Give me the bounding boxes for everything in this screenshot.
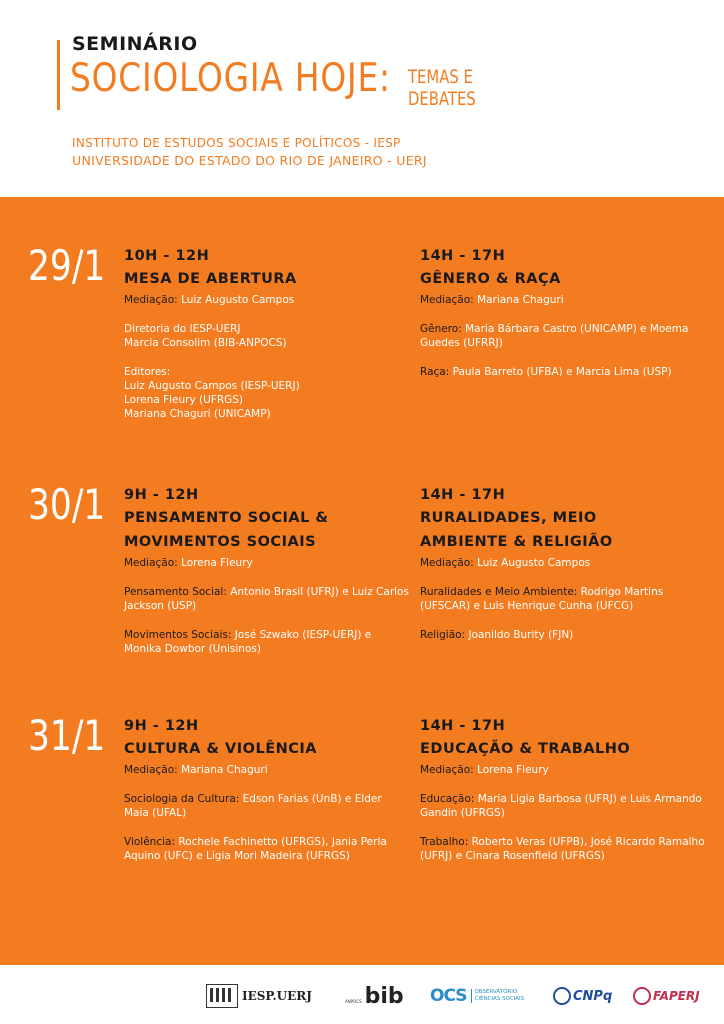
- session-panel-1: [124, 792, 409, 820]
- schedule-panel: [0, 197, 724, 965]
- panel-speakers: José Szwako (IESP-UERJ) e Monika Dowbor (Unisinos): [124, 629, 372, 655]
- ocs-subtitle-line-1: OBSERVATÓRIO: [474, 989, 518, 995]
- panel-label: Violência:: [124, 836, 175, 848]
- session-panel-2: [420, 628, 705, 642]
- cnpq-logo: [553, 983, 612, 1009]
- session-title-line-2: MOVIMENTOS SOCIAIS: [124, 534, 317, 550]
- session-time: 10H - 12H: [124, 248, 210, 264]
- session-time: 14H - 17H: [420, 718, 506, 734]
- day-date: 31/1: [28, 711, 106, 760]
- session-afternoon: [420, 245, 705, 379]
- moderator-name: Lorena Fleury: [477, 764, 549, 776]
- panel-label: Pensamento Social:: [124, 586, 227, 598]
- session-time: 14H - 17H: [420, 248, 506, 264]
- session-panel-2: [420, 835, 705, 863]
- moderator-name: Lorena Fleury: [181, 557, 253, 569]
- panel-speakers: Rodrigo Martins (UFSCAR) e Luis Henrique Cunha (UFCG): [420, 586, 664, 612]
- header: [0, 0, 724, 197]
- panel-label: Educação:: [420, 793, 475, 805]
- session-moderator: [124, 293, 409, 307]
- session-time: 9H - 12H: [124, 718, 199, 734]
- panel-label: Gênero:: [420, 323, 462, 335]
- panel-label: Sociologia da Cultura:: [124, 793, 240, 805]
- session-title-line-2: AMBIENTE & RELIGIÃO: [420, 534, 613, 550]
- participant-line: Diretoria do IESP-UERJ: [124, 323, 241, 335]
- session-panel-1: [420, 322, 705, 350]
- session-editors: [124, 365, 409, 421]
- ocs-logo: [430, 983, 524, 1009]
- ocs-subtitle-line-2: CIÊNCIAS SOCIAIS: [474, 996, 525, 1002]
- session-panel-2: [124, 628, 409, 656]
- panel-label: Religião:: [420, 629, 466, 641]
- session-panel-2: [124, 835, 409, 863]
- faperj-logo-text: FAPERJ: [653, 989, 700, 1003]
- bib-logo-text: bib: [364, 983, 404, 1009]
- moderator-label: Mediação:: [420, 294, 474, 306]
- ocs-logo-text: OCS: [430, 986, 467, 1006]
- session-title: GÊNERO & RAÇA: [420, 271, 561, 287]
- moderator-label: Mediação:: [124, 764, 178, 776]
- event-title: SOCIOLOGIA HOJE:: [70, 56, 391, 101]
- panel-speakers: Joanildo Burity (FJN): [468, 629, 574, 641]
- session-panel-1: [420, 585, 705, 613]
- panel-speakers: Antonio Brasil (UFRJ) e Luiz Carlos Jackson (USP): [124, 586, 409, 612]
- session-time: 14H - 17H: [420, 487, 506, 503]
- moderator-name: Mariana Chaguri: [477, 294, 564, 306]
- session-time: 9H - 12H: [124, 487, 199, 503]
- panel-speakers: Rochele Fachinetto (UFRGS), Jania Perla Aquino (UFC) e Ligia Mori Madeira (UFRGS): [124, 836, 387, 862]
- panel-label: Ruralidades e Meio Ambiente:: [420, 586, 578, 598]
- session-morning: [124, 715, 409, 863]
- panel-speakers: Maria Ligia Barbosa (UFRJ) e Luis Armando Gandin (UFRGS): [420, 793, 702, 819]
- day-date: 29/1: [28, 241, 106, 290]
- panel-speakers: Maria Bárbara Castro (UNICAMP) e Moema Guedes (UFRRJ): [420, 323, 689, 349]
- moderator-label: Mediação:: [124, 294, 178, 306]
- editors-label: Editores:: [124, 366, 171, 378]
- iesp-uerj-logo: [206, 983, 312, 1009]
- event-type: SEMINÁRIO: [72, 33, 198, 55]
- editor-name: Luiz Augusto Campos (IESP-UERJ): [124, 380, 300, 392]
- cnpq-logo-text: CNPq: [573, 988, 613, 1004]
- session-moderator: [420, 556, 705, 570]
- session-panel-2: [420, 365, 705, 379]
- moderator-name: Luiz Augusto Campos: [181, 294, 295, 306]
- panel-label: Movimentos Sociais:: [124, 629, 232, 641]
- faperj-ring-icon: [633, 987, 651, 1005]
- bib-logo: [345, 983, 404, 1009]
- institution-uerj: UNIVERSIDADE DO ESTADO DO RIO DE JANEIRO - UERJ: [72, 153, 427, 168]
- subtitle-line-1: TEMAS E: [408, 66, 473, 88]
- session-title: CULTURA & VIOLÊNCIA: [124, 741, 318, 757]
- moderator-name: Mariana Chaguri: [181, 764, 268, 776]
- cnpq-ring-icon: [553, 987, 571, 1005]
- institution-iesp: INSTITUTO DE ESTUDOS SOCIAIS E POLÍTICOS - IESP: [72, 136, 401, 150]
- subtitle-line-2: DEBATES: [408, 88, 476, 110]
- session-moderator: [420, 293, 705, 307]
- editors-list: [124, 379, 409, 421]
- moderator-label: Mediação:: [420, 764, 474, 776]
- day-date: 30/1: [28, 480, 106, 529]
- faperj-logo: [633, 983, 700, 1009]
- session-panel-1: [124, 585, 409, 613]
- session-participants: [124, 322, 409, 350]
- moderator-label: Mediação:: [420, 557, 474, 569]
- ocs-subtitle: [471, 989, 525, 1003]
- session-afternoon: [420, 715, 705, 863]
- iesp-building-icon: [206, 984, 238, 1008]
- session-title: MESA DE ABERTURA: [124, 271, 297, 287]
- session-title: EDUCAÇÃO & TRABALHO: [420, 741, 631, 757]
- session-title-line-1: RURALIDADES, MEIO: [420, 510, 597, 526]
- event-subtitle: [408, 66, 476, 110]
- editor-name: Lorena Fleury (UFRGS): [124, 394, 244, 406]
- session-panel-1: [420, 792, 705, 820]
- panel-label: Trabalho:: [420, 836, 469, 848]
- bib-anpocs-text: ANPOCS: [345, 998, 362, 1004]
- panel-speakers: Roberto Veras (UFPB), José Ricardo Ramalho (UFRJ) e Cinara Rosenfield (UFRGS): [420, 836, 705, 862]
- session-morning: [124, 245, 409, 421]
- session-afternoon: [420, 484, 705, 642]
- sponsor-footer: [0, 965, 724, 1024]
- panel-speakers: Paula Barreto (UFBA) e Marcia Lima (USP): [452, 366, 672, 378]
- session-title-line-1: PENSAMENTO SOCIAL &: [124, 510, 329, 526]
- editor-name: Mariana Chaguri (UNICAMP): [124, 408, 271, 420]
- moderator-name: Luiz Augusto Campos: [477, 557, 591, 569]
- participant-line: Marcia Consolim (BIB-ANPOCS): [124, 337, 287, 349]
- panel-speakers: Edson Farias (UnB) e Elder Maia (UFAL): [124, 793, 382, 819]
- iesp-logo-text: IESP.UERJ: [242, 989, 312, 1003]
- accent-bar: [57, 40, 60, 110]
- session-moderator: [124, 556, 409, 570]
- moderator-label: Mediação:: [124, 557, 178, 569]
- panel-label: Raça:: [420, 366, 450, 378]
- session-moderator: [420, 763, 705, 777]
- session-morning: [124, 484, 409, 656]
- session-moderator: [124, 763, 409, 777]
